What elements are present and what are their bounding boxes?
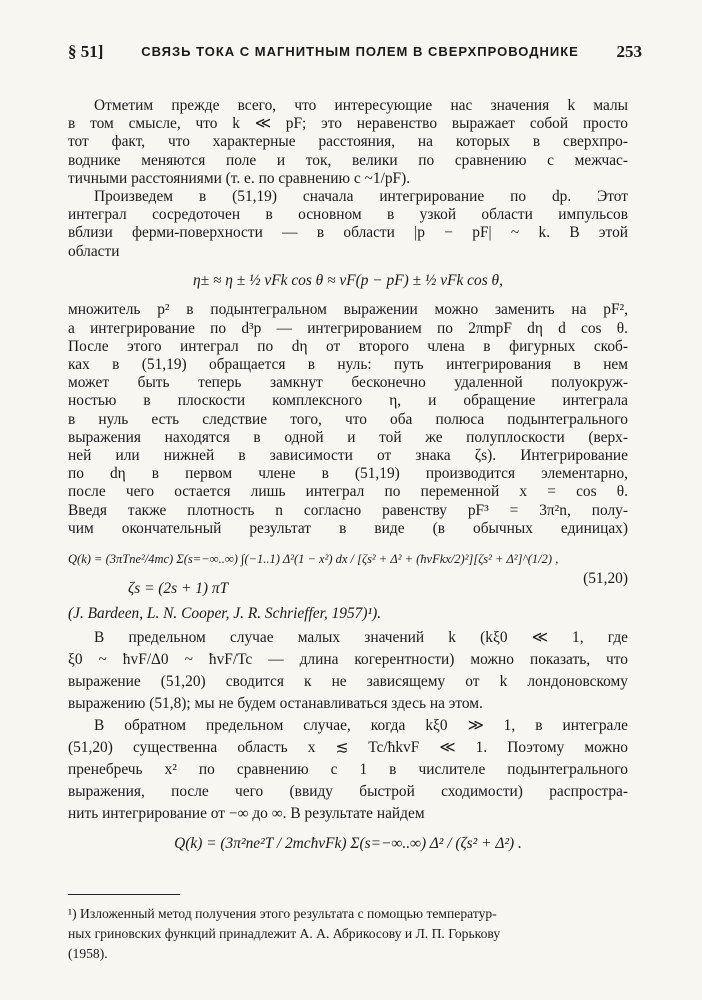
text-line: ностью в плоскости комплексного η, и обращение интеграла [68,392,628,410]
equation-q-k-limit: Q(k) = (3π²ne²T / 2mcħvFk) Σ(s=−∞..∞) Δ² / (ζs² + Δ²) . [174,835,522,853]
text-line: ней или нижней в зависимости от знака ζs). Интегрирование [68,447,628,464]
text-line: В обратном предельном случае, когда kξ0 ≫ 1, в интеграле [94,717,628,735]
text-line: вблизи ферми-поверхности — в области |p − pF| ~ k. В этой [68,224,628,242]
text-line: в нуль есть следствие того, что оба полюса подынтегрального [68,410,628,428]
text-line: В предельном случае малых значений k (kξ0 ≪ 1, где [94,629,628,647]
text-line: пренебречь x² по сравнению с 1 в числителе подынтегрального [68,761,628,779]
text-line: (51,20) существенна область x ≲ Tc/ħkvF ≪ 1. Поэтому можно [68,739,628,757]
text-line: выражение (51,20) сводится к не зависящему от k лондоновскому [68,673,628,691]
text-line: выражения, после чего (ввиду быстрой сходимости) распростра- [68,783,628,801]
footnote-rule [68,894,180,895]
text-line: по dη в первом члене в (51,19) производится элементарно, [68,465,628,483]
text-line: а интегрирование по d³p — интегрированием по 2πmpF dη d cos θ. [68,319,628,337]
page-number: 253 [616,42,642,61]
text-line: в том смысле, что k ≪ pF; это неравенство выражает собой просто [68,115,628,133]
equation-number: (51,20) [583,570,628,588]
running-header [68,42,642,72]
footnote-line: (1958). [68,946,108,961]
text-line: интеграл сосредоточен в основном в узкой области импульсов [68,206,628,224]
text-line: после чего остается лишь интеграл по переменной x = cos θ. [68,483,628,501]
equation-q-k: Q(k) = (3πTne²/4mc) Σ(s=−∞..∞) ∫(−1..1) Δ²(1 − x²) dx / [ζs² + Δ² + (ħvFkx/2)²][ζs² + Δ²]^(1/2) , [68,551,559,566]
text-line: выражения находятся в одной и той же полуплоскости (верх- [68,428,628,446]
equation-eta: η± ≈ η ± ½ vFk cos θ ≈ vF(p − pF) ± ½ vFk cos θ, [193,272,503,289]
text-line: После этого интеграл по dη от второго члена в фигурных скоб- [68,337,628,355]
text-line: Произведем в (51,19) сначала интегрирование по dp. Этот [94,188,628,205]
text-line: чим окончательный результат в виде (в обычных единицах) [68,519,628,537]
text-line: тичными расстояниями (т. е. по сравнению с ~1/pF). [68,169,411,187]
footnote-line: ных гриновских функций принадлежит А. А. Абрикосову и Л. П. Горькову [68,926,501,941]
text-line: может быть теперь замкнут бесконечно удаленной полуокруж- [68,374,628,392]
text-line: воднике меняются поле и ток, велики по сравнению с межчас- [68,151,628,169]
text-line: ках в (51,19) обращается в нуль: путь интегрирования в нем [68,356,628,373]
text-line: множитель p² в подынтегральном выражении можно заменить на pF², [68,301,628,319]
section-number: § 51] [68,42,104,61]
text-line: Введя также плотность n согласно равенству pF³ = 3π²n, полу- [68,501,628,519]
footnote-line: ¹) Изложенный метод получения этого результата с помощью температур- [68,906,497,921]
text-line: Отметим прежде всего, что интересующие нас значения k малы [94,97,628,114]
text-line: нить интегрирование от −∞ до ∞. В результате найдем [68,805,425,823]
text-line: ξ0 ~ ħvF/Δ0 ~ ħvF/Tc — длина когерентности) можно показать, что [68,651,628,669]
text-line: тот факт, что характерные расстояния, на которых в сверхпро- [68,133,628,151]
running-title: СВЯЗЬ ТОКА С МАГНИТНЫМ ПОЛЕМ В СВЕРХПРОВОДНИКЕ [141,44,579,59]
text-line: области [68,242,120,260]
text-line: выражению (51,8); мы не будем останавливаться здесь на этом. [68,695,483,713]
equation-zeta: ζs = (2s + 1) πT [128,580,229,597]
citation: (J. Bardeen, L. N. Cooper, J. R. Schrieffer, 1957)¹). [68,605,382,623]
